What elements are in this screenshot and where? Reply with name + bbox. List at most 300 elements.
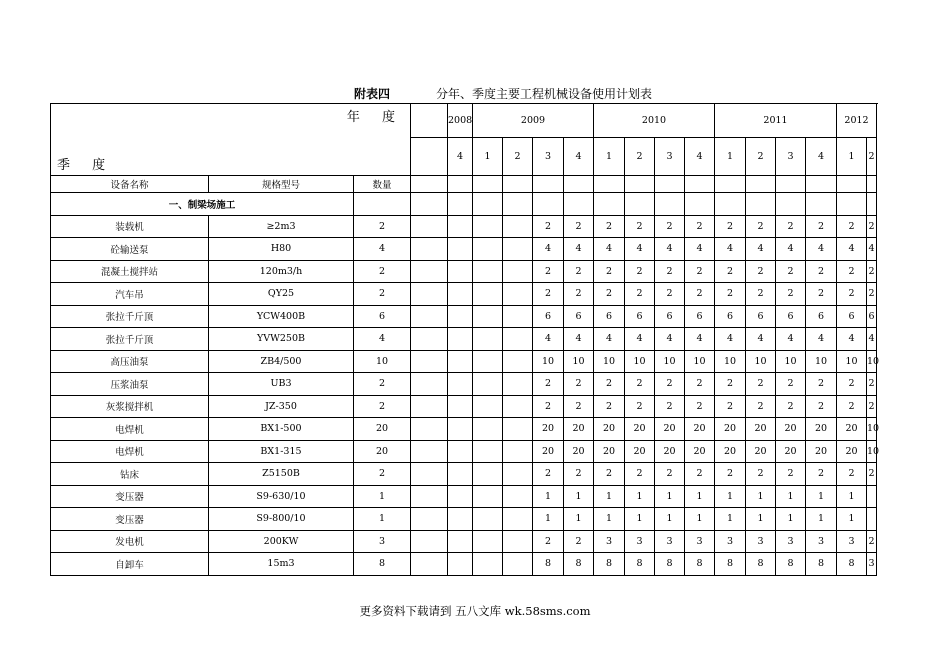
row-gap-cell	[411, 283, 448, 306]
quarter-value: 2	[746, 373, 776, 396]
quarter-value: 2	[564, 530, 594, 553]
quarter-value: 2	[533, 283, 564, 306]
section-blank-cell	[473, 193, 503, 216]
header-blank-cell	[533, 176, 564, 193]
quarter-value: 20	[806, 440, 837, 463]
quarter-value: 20	[746, 440, 776, 463]
quarter-value: 2	[806, 260, 837, 283]
quarter-value: 1	[655, 485, 685, 508]
quarter-value: 4	[837, 328, 867, 351]
header-blank-cell	[685, 176, 715, 193]
quarter-value	[473, 215, 503, 238]
equipment-qty: 2	[354, 283, 411, 306]
header-blank-cell	[776, 176, 806, 193]
quarter-value: 20	[715, 440, 746, 463]
header-blank-cell	[625, 176, 655, 193]
quarter-value: 2	[533, 215, 564, 238]
quarter-value: 1	[715, 508, 746, 531]
header-blank-cell	[746, 176, 776, 193]
equipment-spec: ≥2m3	[209, 215, 354, 238]
quarter-value: 2	[625, 463, 655, 486]
quarter-value: 8	[776, 553, 806, 576]
section-blank-cell	[594, 193, 625, 216]
year-corner-label: 年 度	[346, 110, 405, 125]
quarter-value: 2	[655, 283, 685, 306]
quarter-value: 2	[867, 463, 877, 486]
quarter-value: 2	[594, 260, 625, 283]
quarter-value	[473, 328, 503, 351]
quarter-header: 1	[594, 138, 625, 176]
table-row	[51, 485, 877, 508]
year-header: 2008	[448, 104, 473, 138]
row-gap-cell	[411, 485, 448, 508]
header-blank-cell	[473, 176, 503, 193]
section-blank-cell	[715, 193, 746, 216]
table-row	[51, 395, 877, 418]
row-gap-cell	[411, 440, 448, 463]
row-gap-cell	[411, 215, 448, 238]
equipment-name: 装载机	[51, 215, 209, 238]
quarter-value: 4	[776, 328, 806, 351]
quarter-value	[503, 440, 533, 463]
quarter-value: 6	[776, 305, 806, 328]
quarter-value	[473, 440, 503, 463]
quarter-value: 2	[564, 463, 594, 486]
quarter-value: 1	[625, 508, 655, 531]
quarter-value: 8	[533, 553, 564, 576]
quarter-gap-cell	[411, 138, 448, 176]
equipment-qty: 6	[354, 305, 411, 328]
row-gap-cell	[411, 238, 448, 261]
quarter-value	[503, 463, 533, 486]
quarter-value: 8	[594, 553, 625, 576]
equipment-qty: 4	[354, 328, 411, 351]
quarter-value: 4	[746, 238, 776, 261]
quarter-value: 2	[564, 395, 594, 418]
quarter-value: 4	[685, 328, 715, 351]
quarter-value: 2	[837, 463, 867, 486]
quarter-value: 2	[564, 373, 594, 396]
quarter-value: 2	[806, 283, 837, 306]
equipment-qty: 4	[354, 238, 411, 261]
equipment-name: 发电机	[51, 530, 209, 553]
quarter-value: 2	[746, 260, 776, 283]
quarter-value: 2	[867, 260, 877, 283]
quarter-header: 3	[776, 138, 806, 176]
quarter-value	[503, 350, 533, 373]
equipment-name: 压浆油泵	[51, 373, 209, 396]
quarter-value: 6	[533, 305, 564, 328]
quarter-value: 1	[564, 485, 594, 508]
quarter-value: 2	[867, 215, 877, 238]
section-blank-cell	[685, 193, 715, 216]
quarter-value: 20	[837, 440, 867, 463]
quarter-value: 2	[594, 283, 625, 306]
quarter-header: 2	[746, 138, 776, 176]
quarter-value: 1	[594, 508, 625, 531]
quarter-value	[473, 350, 503, 373]
quarter-value: 2	[655, 463, 685, 486]
quarter-value	[448, 553, 473, 576]
equipment-spec: 120m3/h	[209, 260, 354, 283]
quarter-header: 1	[837, 138, 867, 176]
quarter-header: 4	[685, 138, 715, 176]
quarter-value: 1	[806, 508, 837, 531]
quarter-value: 1	[837, 485, 867, 508]
quarter-value	[448, 508, 473, 531]
table-row	[51, 530, 877, 553]
row-gap-cell	[411, 328, 448, 351]
quarter-value: 1	[806, 485, 837, 508]
quarter-value: 2	[806, 215, 837, 238]
header-blank-cell	[655, 176, 685, 193]
quarter-value: 2	[533, 395, 564, 418]
quarter-value	[473, 283, 503, 306]
quarter-value: 10	[867, 440, 877, 463]
quarter-value	[503, 373, 533, 396]
section-label: 一、制梁场施工	[51, 193, 354, 216]
row-gap-cell	[411, 463, 448, 486]
quarter-value	[473, 485, 503, 508]
quarter-value: 2	[564, 283, 594, 306]
quarter-value: 10	[655, 350, 685, 373]
section-blank-cell	[448, 193, 473, 216]
header-corner-cell	[51, 104, 411, 176]
quarter-value: 8	[715, 553, 746, 576]
quarter-value: 2	[533, 530, 564, 553]
quarter-value: 20	[564, 418, 594, 441]
quarter-value: 2	[776, 463, 806, 486]
section-gap-cell	[411, 193, 448, 216]
equipment-qty: 2	[354, 260, 411, 283]
quarter-value: 6	[867, 305, 877, 328]
section-blank-cell	[746, 193, 776, 216]
quarter-value: 4	[625, 328, 655, 351]
quarter-value: 4	[746, 328, 776, 351]
quarter-value: 1	[594, 485, 625, 508]
equipment-spec: 200KW	[209, 530, 354, 553]
quarter-value	[473, 418, 503, 441]
quarter-value: 3	[715, 530, 746, 553]
quarter-value	[448, 328, 473, 351]
equipment-spec: H80	[209, 238, 354, 261]
section-blank-cell	[655, 193, 685, 216]
quarter-value: 2	[746, 463, 776, 486]
quarter-value: 1	[655, 508, 685, 531]
quarter-value: 4	[776, 238, 806, 261]
quarter-value: 2	[867, 395, 877, 418]
table-row	[51, 283, 877, 306]
table-row	[51, 305, 877, 328]
year-header: 2012	[837, 104, 877, 138]
quarter-value: 10	[533, 350, 564, 373]
table-row	[51, 508, 877, 531]
quarter-value: 10	[806, 350, 837, 373]
equipment-qty: 20	[354, 418, 411, 441]
quarter-value: 2	[655, 395, 685, 418]
equipment-name: 自卸车	[51, 553, 209, 576]
quarter-value: 4	[655, 238, 685, 261]
table-row	[51, 463, 877, 486]
quarter-value	[503, 328, 533, 351]
quarter-value: 4	[685, 238, 715, 261]
equipment-name: 砼输送泵	[51, 238, 209, 261]
quarter-value: 4	[867, 238, 877, 261]
quarter-value: 3	[776, 530, 806, 553]
quarter-value: 1	[746, 508, 776, 531]
quarter-value	[473, 305, 503, 328]
quarter-value: 2	[655, 215, 685, 238]
quarter-value	[473, 238, 503, 261]
quarter-value: 2	[533, 373, 564, 396]
equipment-qty: 10	[354, 350, 411, 373]
year-header: 2010	[594, 104, 715, 138]
quarter-value	[473, 553, 503, 576]
quarter-value: 2	[533, 260, 564, 283]
quarter-value: 2	[625, 260, 655, 283]
quarter-value: 8	[685, 553, 715, 576]
equipment-qty: 8	[354, 553, 411, 576]
quarter-value: 2	[564, 215, 594, 238]
quarter-value: 2	[594, 395, 625, 418]
quarter-value	[867, 508, 877, 531]
quarter-header: 3	[655, 138, 685, 176]
section-blank-cell	[564, 193, 594, 216]
quarter-value: 10	[715, 350, 746, 373]
header-blank-cell	[503, 176, 533, 193]
quarter-value	[503, 485, 533, 508]
quarter-value: 4	[867, 328, 877, 351]
quarter-value: 2	[594, 463, 625, 486]
equipment-name: 变压器	[51, 508, 209, 531]
quarter-value: 2	[685, 463, 715, 486]
equipment-name: 混凝土搅拌站	[51, 260, 209, 283]
quarter-value	[503, 530, 533, 553]
quarter-value	[503, 508, 533, 531]
quarter-value: 4	[655, 328, 685, 351]
equipment-qty: 20	[354, 440, 411, 463]
equipment-qty: 2	[354, 215, 411, 238]
quarter-header: 1	[715, 138, 746, 176]
quarter-value: 6	[806, 305, 837, 328]
header-blank-cell	[594, 176, 625, 193]
quarter-value	[503, 283, 533, 306]
quarter-value	[448, 373, 473, 396]
quarter-header: 4	[806, 138, 837, 176]
quarter-header: 1	[473, 138, 503, 176]
row-gap-cell	[411, 418, 448, 441]
quarter-value: 8	[837, 553, 867, 576]
quarter-value: 2	[685, 395, 715, 418]
quarter-value: 20	[564, 440, 594, 463]
quarter-value: 4	[806, 328, 837, 351]
column-header-qty: 数量	[354, 176, 411, 193]
quarter-value: 1	[685, 485, 715, 508]
quarter-value	[448, 395, 473, 418]
quarter-value: 4	[564, 238, 594, 261]
quarter-value: 10	[594, 350, 625, 373]
quarter-value: 2	[715, 283, 746, 306]
quarter-value: 3	[867, 553, 877, 576]
quarter-value: 1	[533, 508, 564, 531]
quarter-value: 4	[594, 328, 625, 351]
quarter-value	[503, 553, 533, 576]
quarter-header: 4	[564, 138, 594, 176]
quarter-value: 20	[837, 418, 867, 441]
quarter-value: 3	[594, 530, 625, 553]
quarter-value: 3	[625, 530, 655, 553]
quarter-value: 10	[776, 350, 806, 373]
equipment-name: 灰浆搅拌机	[51, 395, 209, 418]
year-header: 2009	[473, 104, 594, 138]
quarter-value: 8	[625, 553, 655, 576]
quarter-value: 6	[564, 305, 594, 328]
quarter-value: 4	[564, 328, 594, 351]
document-title	[0, 86, 950, 102]
equipment-name: 电焊机	[51, 440, 209, 463]
quarter-value	[448, 215, 473, 238]
section-qty-cell	[354, 193, 411, 216]
quarter-value: 2	[867, 283, 877, 306]
quarter-value: 8	[746, 553, 776, 576]
year-gap-cell	[411, 104, 448, 138]
section-blank-cell	[837, 193, 867, 216]
equipment-spec: S9-800/10	[209, 508, 354, 531]
quarter-value: 2	[867, 373, 877, 396]
equipment-name: 张拉千斤顶	[51, 328, 209, 351]
quarter-header: 2	[503, 138, 533, 176]
quarter-value: 2	[776, 373, 806, 396]
quarter-value	[448, 485, 473, 508]
quarter-value	[503, 305, 533, 328]
equipment-name: 汽车吊	[51, 283, 209, 306]
row-gap-cell	[411, 508, 448, 531]
quarter-value: 2	[715, 215, 746, 238]
column-header-spec: 规格型号	[209, 176, 354, 193]
quarter-value	[448, 418, 473, 441]
quarter-value: 1	[533, 485, 564, 508]
quarter-value: 3	[746, 530, 776, 553]
quarter-value: 20	[594, 440, 625, 463]
quarter-value: 1	[564, 508, 594, 531]
quarter-value: 3	[685, 530, 715, 553]
section-blank-cell	[776, 193, 806, 216]
quarter-value: 2	[685, 373, 715, 396]
quarter-value: 10	[746, 350, 776, 373]
quarter-value	[503, 215, 533, 238]
quarter-value	[448, 463, 473, 486]
quarter-value: 3	[837, 530, 867, 553]
quarter-value: 4	[806, 238, 837, 261]
table-row	[51, 260, 877, 283]
quarter-value: 1	[776, 485, 806, 508]
quarter-value: 4	[625, 238, 655, 261]
header-blank-cell	[448, 176, 473, 193]
quarter-value	[503, 238, 533, 261]
quarter-value: 2	[655, 260, 685, 283]
quarter-value: 2	[625, 215, 655, 238]
quarter-header: 2	[625, 138, 655, 176]
quarter-value: 20	[685, 418, 715, 441]
table-row	[51, 440, 877, 463]
quarter-value: 4	[715, 238, 746, 261]
equipment-qty: 1	[354, 508, 411, 531]
quarter-value: 1	[837, 508, 867, 531]
quarter-corner-label: 季 度	[57, 158, 115, 173]
quarter-value: 2	[837, 260, 867, 283]
quarter-value: 2	[625, 395, 655, 418]
header-blank-cell	[867, 176, 877, 193]
equipment-name: 电焊机	[51, 418, 209, 441]
equipment-spec: 15m3	[209, 553, 354, 576]
quarter-value: 10	[867, 350, 877, 373]
footer-text: 更多资料下载请到 五八文库 wk.58sms.com	[359, 604, 591, 618]
table-row	[51, 215, 877, 238]
equipment-name: 钻床	[51, 463, 209, 486]
quarter-value: 20	[776, 418, 806, 441]
quarter-value: 2	[594, 373, 625, 396]
equipment-spec: UB3	[209, 373, 354, 396]
quarter-value: 20	[533, 418, 564, 441]
quarter-value: 3	[806, 530, 837, 553]
table-row	[51, 418, 877, 441]
row-gap-cell	[411, 260, 448, 283]
equipment-spec: QY25	[209, 283, 354, 306]
equipment-spec: ZB4/500	[209, 350, 354, 373]
quarter-value: 20	[776, 440, 806, 463]
title-prefix: 附表四	[354, 87, 391, 101]
equipment-spec: JZ-350	[209, 395, 354, 418]
quarter-value: 1	[625, 485, 655, 508]
quarter-value: 8	[655, 553, 685, 576]
equipment-name: 张拉千斤顶	[51, 305, 209, 328]
equipment-qty: 2	[354, 395, 411, 418]
quarter-value: 6	[594, 305, 625, 328]
quarter-header: 3	[533, 138, 564, 176]
equipment-spec: Z5150B	[209, 463, 354, 486]
quarter-value	[448, 305, 473, 328]
quarter-value: 10	[837, 350, 867, 373]
quarter-value: 2	[867, 530, 877, 553]
quarter-value: 2	[715, 373, 746, 396]
quarter-value: 2	[746, 395, 776, 418]
quarter-value: 20	[533, 440, 564, 463]
equipment-spec: BX1-315	[209, 440, 354, 463]
quarter-value: 10	[564, 350, 594, 373]
quarter-value: 2	[625, 283, 655, 306]
quarter-value	[448, 260, 473, 283]
table-row	[51, 238, 877, 261]
row-gap-cell	[411, 530, 448, 553]
quarter-value: 2	[776, 395, 806, 418]
quarter-value: 2	[806, 463, 837, 486]
quarter-value: 20	[625, 440, 655, 463]
equipment-qty: 1	[354, 485, 411, 508]
section-blank-cell	[806, 193, 837, 216]
column-header-name: 设备名称	[51, 176, 209, 193]
quarter-value: 2	[533, 463, 564, 486]
equipment-qty: 3	[354, 530, 411, 553]
row-gap-cell	[411, 350, 448, 373]
quarter-value: 2	[837, 283, 867, 306]
quarter-value: 6	[655, 305, 685, 328]
equipment-spec: BX1-500	[209, 418, 354, 441]
quarter-value: 2	[715, 463, 746, 486]
quarter-value: 8	[564, 553, 594, 576]
equipment-name: 高压油泵	[51, 350, 209, 373]
quarter-value: 2	[685, 260, 715, 283]
quarter-value: 1	[776, 508, 806, 531]
